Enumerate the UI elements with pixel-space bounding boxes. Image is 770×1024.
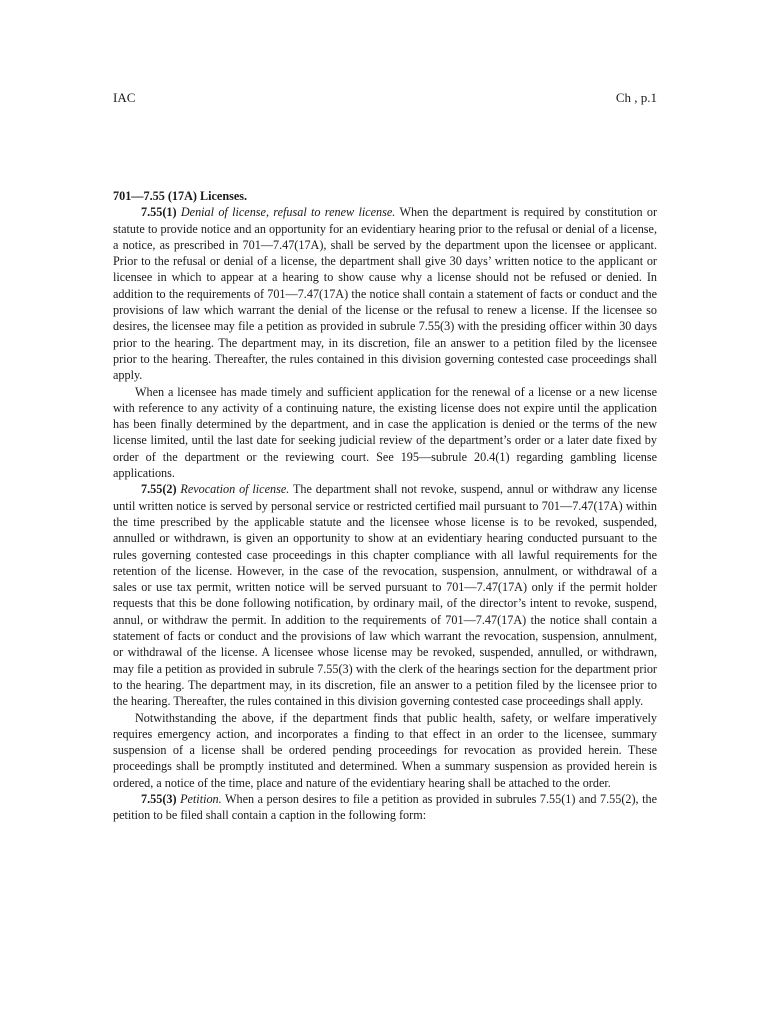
rule-heading: 701—7.55 (17A) Licenses. xyxy=(113,189,248,203)
paragraph-petition xyxy=(113,791,657,824)
subrule-title: Denial of license, refusal to renew license. xyxy=(180,205,396,220)
paragraph-text: Notwithstanding the above, if the department finds that public health, safety, or welfare imperatively requires emergency action, and incorporates a finding to that effect in an order to the licensee, summary suspension of a license shall be ordered pending proceedings for revocation as provided herein. These proceedings shall be promptly instituted and determined. When a summary suspension as provided herein is ordered, a notice of the time, place and nature of the evidentiary hearing shall be attached to the order. xyxy=(113,710,657,790)
subrule-title: Revocation of license. xyxy=(180,482,290,497)
subrule-text: When the department is required by constitution or statute to provide notice and an opportunity for an evidentiary hearing prior to the refusal or denial of a license, a notice, as prescribed in 701—7.47(17A), shall be served by the department upon the licensee or applicant. Prior to the refusal or denial of a license, the department shall give 30 days’ written notice to the applicant or licensee in which to appear at a hearing to show cause why a license should not be refused or denied. In addition to the requirements of 701—7.47(17A) the notice shall contain a statement of facts or conduct and the provisions of law which warrant the denial of the license or the refusal to renew a license. If the licensee so desires, the licensee may file a petition as provided in subrule 7.55(3) with the presiding officer within 30 days prior to the hearing. The department may, in its discretion, file an answer to a petition filed by the licensee prior to the hearing. Thereafter, the rules contained in this division governing contested case proceedings shall apply. xyxy=(113,205,658,383)
paragraph-revocation xyxy=(113,481,657,709)
paragraph-emergency xyxy=(113,710,657,791)
subrule-number: 7.55(3) xyxy=(141,791,177,806)
subrule-text: The department shall not revoke, suspend, annul or withdraw any license until written notice is served by personal service or restricted certified mail pursuant to 701—7.47(17A) within the time prescribed by the applicable statute and the licensee whose license is to be revoked, suspended, annulled or withdrawn, is given an opportunity to show at an evidentiary hearing conducted pursuant to the rules governing contested case proceedings in this chapter compliance with all lawful requirements for the retention of the license. However, in the case of the revocation, suspension, annulment, or withdrawal of a sales or use tax permit, written notice will be served pursuant to 701—7.47(17A) only if the permit holder requests that this be done following notification, by ordinary mail, of the director’s intent to revoke, suspend, annul, or withdraw the permit. In addition to the requirements of 701—7.47(17A) the notice shall contain a statement of facts or conduct and the provisions of law which warrant the revocation, suspension, annulment, or withdrawal of the license. A licensee whose license may be revoked, suspended, annulled, or withdrawn, may file a petition as provided in subrule 7.55(3) with the clerk of the hearings section for the department prior to the hearing. The department may, in its discretion, file an answer to a petition filed by the licensee prior to the hearing. Thereafter, the rules contained in this division governing contested case proceedings shall apply. xyxy=(113,482,658,709)
header-page-number: Ch , p.1 xyxy=(615,90,657,105)
subrule-number: 7.55(2) xyxy=(141,482,177,497)
subrule-text: When a person desires to file a petition as provided in subrules 7.55(1) and 7.55(2), the petition to be filed shall contain a caption in the following form: xyxy=(113,791,658,823)
header-code: IAC xyxy=(113,90,136,105)
paragraph-text: When a licensee has made timely and sufficient application for the renewal of a license or a new license with reference to any activity of a continuing nature, the existing license does not expire until the application has been finally determined by the department, and in case the application is denied or the terms of the new license limited, until the last date for seeking judicial review of the department’s order or a later date fixed by order of the department or the reviewing court. See 195—subrule 20.4(1) regarding gambling license applications. xyxy=(113,384,657,481)
subrule-title: Petition. xyxy=(180,791,222,806)
paragraph-denial xyxy=(113,204,657,383)
paragraph-renewal xyxy=(113,384,657,482)
subrule-number: 7.55(1) xyxy=(141,205,177,220)
document-body xyxy=(113,188,657,824)
